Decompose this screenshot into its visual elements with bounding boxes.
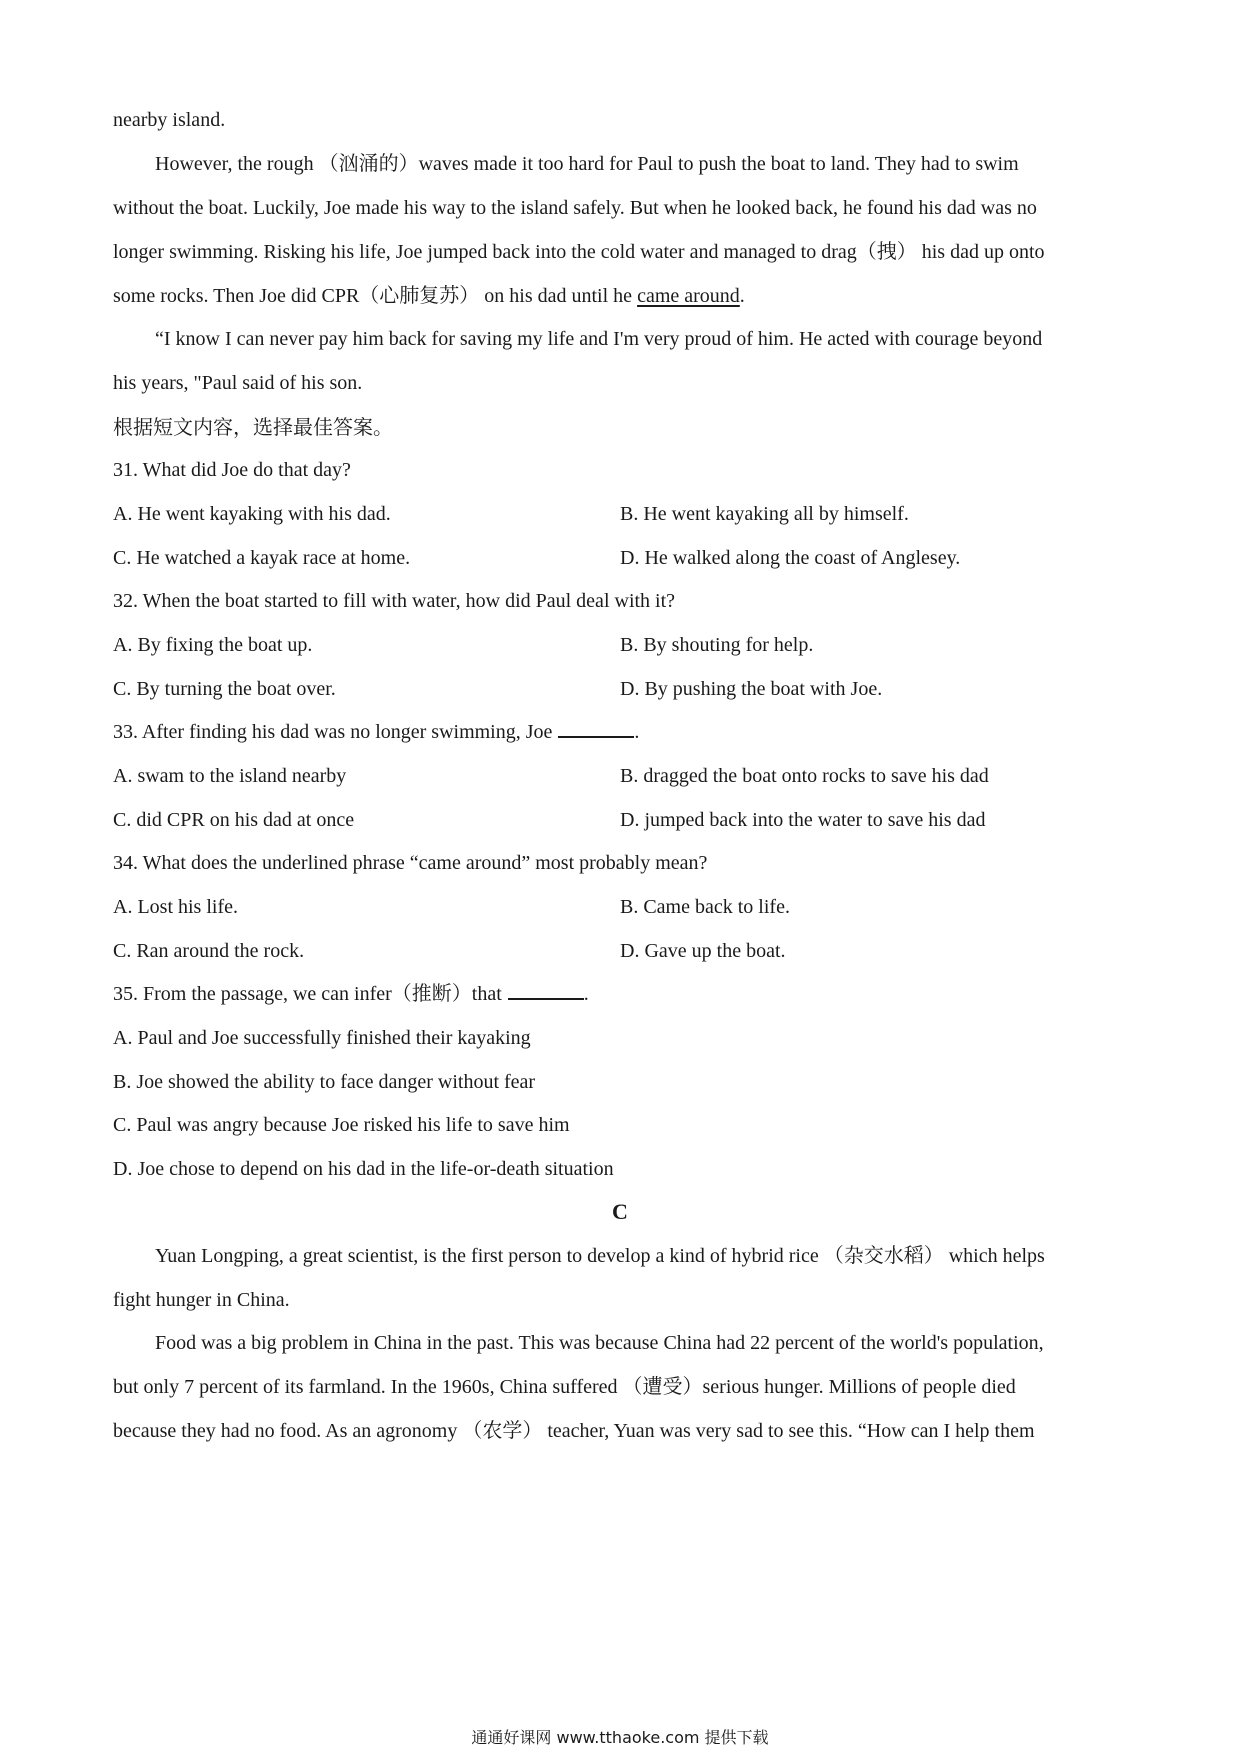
option-b: B. He went kayaking all by himself. [620, 503, 909, 525]
question-end: . [583, 983, 589, 1005]
answer-blank [508, 980, 584, 1000]
passage-line: nearby island. [113, 109, 226, 131]
option-b: B. dragged the boat onto rocks to save his dad [620, 765, 989, 787]
option-a: A. He went kayaking with his dad. [113, 503, 391, 525]
option-a: A. By fixing the boat up. [113, 634, 313, 656]
option-b: B. Came back to life. [620, 896, 790, 918]
instruction: 根据短文内容，选择最佳答案。 [113, 415, 393, 439]
question-stem: 34. What does the underlined phrase “came around” most probably mean? [113, 852, 708, 874]
underlined-phrase: came around [637, 285, 740, 307]
option-c: C. By turning the boat over. [113, 678, 336, 700]
passage-line: his years, "Paul said of his son. [113, 372, 363, 394]
answer-blank [558, 718, 634, 738]
passage-line: fight hunger in China. [113, 1289, 290, 1311]
question-text: 33. After finding his dad was no longer swimming, Joe [113, 721, 553, 743]
question-stem [113, 718, 1133, 746]
page-footer: 通通好课网 www.tthaoke.com 提供下载 [471, 1728, 769, 1747]
passage-line: longer swimming. Risking his life, Joe jumped back into the cold water and managed to drag（拽） his dad up onto [113, 241, 1045, 263]
question-stem [113, 980, 1133, 1008]
option-d: D. Joe chose to depend on his dad in the life-or-death situation [113, 1158, 614, 1180]
passage-line: “I know I can never pay him back for saving my life and I'm very proud of him. He acted with courage beyond [155, 328, 1043, 350]
passage-line: Food was a big problem in China in the past. This was because China had 22 percent of the world's population, [155, 1332, 1044, 1354]
passage-line: Yuan Longping, a great scientist, is the first person to develop a kind of hybrid rice （杂交水稻） which helps [155, 1245, 1045, 1267]
passage-line [113, 282, 1133, 310]
passage-line: without the boat. Luckily, Joe made his way to the island safely. But when he looked back, he found his dad was no [113, 197, 1037, 219]
question-text: 35. From the passage, we can infer（推断）that [113, 983, 502, 1005]
question-end: . [634, 721, 640, 743]
passage-line: but only 7 percent of its farmland. In the 1960s, China suffered （遭受）serious hunger. Millions of people died [113, 1376, 1016, 1398]
passage-text: . [739, 285, 745, 307]
question-stem: 32. When the boat started to fill with water, how did Paul deal with it? [113, 590, 676, 612]
passage-line: However, the rough （汹涌的）waves made it too hard for Paul to push the boat to land. They had to swim [155, 153, 1019, 175]
option-b: B. By shouting for help. [620, 634, 814, 656]
option-d: D. By pushing the boat with Joe. [620, 678, 883, 700]
option-d: D. jumped back into the water to save his dad [620, 809, 986, 831]
option-a: A. Paul and Joe successfully finished their kayaking [113, 1027, 531, 1049]
option-d: D. He walked along the coast of Anglesey. [620, 547, 961, 569]
passage-line: because they had no food. As an agronomy （农学） teacher, Yuan was very sad to see this. “How can I help them [113, 1420, 1035, 1442]
option-c: C. did CPR on his dad at once [113, 809, 355, 831]
section-heading: C [612, 1199, 628, 1224]
question-stem: 31. What did Joe do that day? [113, 459, 351, 481]
option-b: B. Joe showed the ability to face danger without fear [113, 1071, 536, 1093]
option-a: A. swam to the island nearby [113, 765, 347, 787]
option-c: C. Paul was angry because Joe risked his life to save him [113, 1114, 570, 1136]
option-c: C. He watched a kayak race at home. [113, 547, 411, 569]
passage-text: some rocks. Then Joe did CPR（心肺复苏） on his dad until he [113, 285, 638, 307]
option-d: D. Gave up the boat. [620, 940, 786, 962]
option-c: C. Ran around the rock. [113, 940, 305, 962]
option-a: A. Lost his life. [113, 896, 238, 918]
